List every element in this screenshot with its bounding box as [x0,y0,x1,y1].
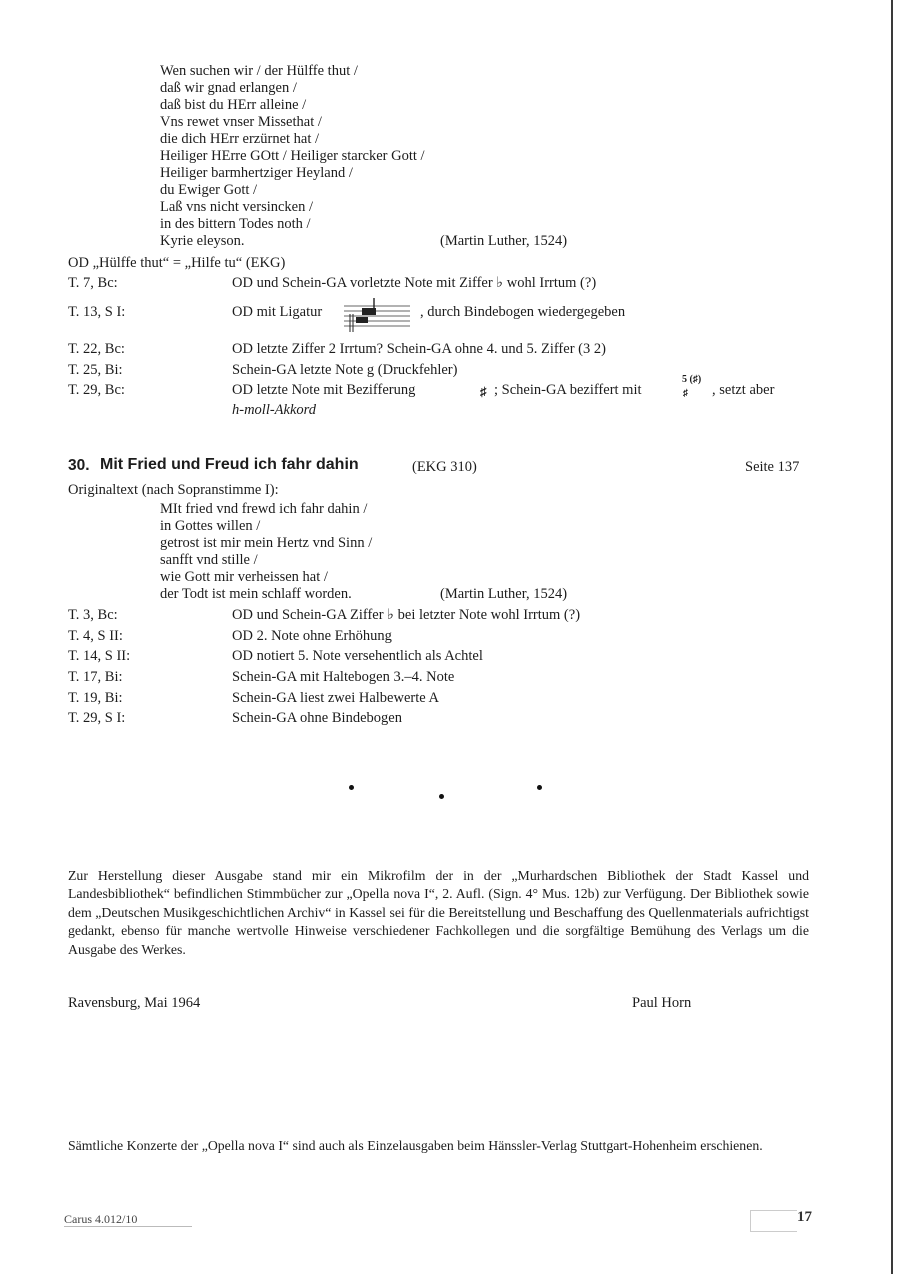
note-text: OD 2. Note ohne Erhöhung [232,628,392,644]
author-name: Paul Horn [632,995,692,1011]
footer-rule [64,1226,192,1227]
note-text: OD und Schein-GA Ziffer ♭ bei letzter Note wohl Irrtum (?) [232,607,581,623]
sharp-figure: ♯ [480,384,487,399]
note-label: T. 29, Bc: [68,382,125,398]
note-text: h-moll-Akkord [232,402,317,418]
note-text: Schein-GA mit Haltebogen 3.–4. Note [232,669,455,685]
poem-1-line: Heiliger barmhertziger Heyland / [160,165,353,181]
ornament-dot [439,794,444,799]
poem-2-line: sanfft vnd stille / [160,552,258,568]
poem-1-line: in des bittern Todes noth / [160,216,311,232]
note-label: T. 22, Bc: [68,341,125,357]
note-label: T. 7, Bc: [68,275,118,291]
poem-1 [160,63,425,250]
poem-1-line: Heiliger HErre GOtt / Heiliger starcker Gott / [160,148,425,164]
ornament-dot [537,785,542,790]
note-label: T. 4, S II: [68,628,123,644]
poem-1-line: du Ewiger Gott / [160,182,258,198]
note-label: T. 13, S I: [68,304,126,320]
note-text: , setzt aber [712,382,775,398]
note-label: T. 29, S I: [68,710,126,726]
place-date: Ravensburg, Mai 1964 [68,995,201,1011]
catalog-number: Carus 4.012/10 [64,1212,138,1226]
poem-1-line: daß wir gnad erlangen / [160,80,297,96]
note-label: T. 14, S II: [68,648,131,664]
note-text: OD mit Ligatur [232,304,323,320]
od-note: OD „Hülffe thut“ = „Hilfe tu“ (EKG) [68,255,286,271]
page-number: 17 [797,1209,812,1225]
note-text: OD notiert 5. Note versehentlich als Achtel [232,648,483,664]
section-ekg: (EKG 310) [412,459,477,475]
note-label: T. 17, Bi: [68,669,123,685]
note-label: T. 3, Bc: [68,607,118,623]
section-page-ref: Seite 137 [745,459,800,475]
poem-1-line: Vns rewet vnser Missethat / [160,114,322,130]
note-text: OD letzte Ziffer 2 Irrtum? Schein-GA ohne 4. und 5. Ziffer (3 2) [232,341,606,357]
note-text: Schein-GA letzte Note g (Druckfehler) [232,362,458,378]
acknowledgement-paragraph: Zur Herstellung dieser Ausgabe stand mir ein Mikrofilm der in der „Murhardschen Bibliothek der Stadt Kassel und Landesbibliothek“ befindlichen Stimmbücher zur „Opella nova I“, 2. Aufl. (Sign. 4° Mus. 12b) zur Verfügung. Der Bibliothek sowie dem „Deutschen Musikgeschichtlichen Archiv“ in Kassel sei für die Bereitstellung und Beschaffung des Quellenmaterials aufrichtigst gedankt, ebenso für manche wertvolle Hinweise verschiedener Fachkollegen und die sorgfältige Bemühung des Verlags um die Ausgabe des Werkes. [68,868,809,957]
poem-1-line: Laß vns nicht versincken / [160,199,314,215]
poem-2 [160,501,372,603]
poem-1-line: Kyrie eleyson. [160,233,245,249]
poem-2-attribution: (Martin Luther, 1524) [440,586,568,602]
ornament-dot [349,785,354,790]
figure-bottom: ♯ [683,388,688,399]
original-text-label: Originaltext (nach Sopranstimme I): [68,482,279,498]
closing-note: Sämtliche Konzerte der „Opella nova I“ sind auch als Einzelausgaben beim Hänssler-Verlag Stuttgart-Hohenheim erschienen. [68,1138,763,1153]
note-text: ; Schein-GA beziffert mit [494,382,642,398]
section-number: 30. [68,457,90,474]
note-text: Schein-GA ohne Bindebogen [232,710,402,726]
poem-2-line: der Todt ist mein schlaff worden. [160,586,352,602]
page-number-box [750,1210,797,1232]
note-text: OD letzte Note mit Bezifferung [232,382,416,398]
note-text: Schein-GA liest zwei Halbewerte A [232,690,439,706]
figure-top: 5 (♯) [682,374,702,385]
note-text: , durch Bindebogen wiedergegeben [420,304,626,320]
poem-1-line: die dich HErr erzürnet hat / [160,131,320,147]
page-edge-rule [891,0,893,1274]
poem-1-line: daß bist du HErr alleine / [160,97,307,113]
note-label: T. 25, Bi: [68,362,123,378]
poem-1-line: Wen suchen wir / der Hülffe thut / [160,63,358,79]
poem-2-line: MIt fried vnd frewd ich fahr dahin / [160,501,368,517]
poem-2-line: wie Gott mir verheissen hat / [160,569,328,585]
poem-1-attribution: (Martin Luther, 1524) [440,233,568,249]
note-text: OD und Schein-GA vorletzte Note mit Ziffer ♭ wohl Irrtum (?) [232,275,597,291]
note-label: T. 19, Bi: [68,690,123,706]
poem-2-line: in Gottes willen / [160,518,261,534]
section-title: Mit Fried und Freud ich fahr dahin [100,456,359,473]
ligature-notation-icon [344,298,412,332]
poem-2-line: getrost ist mir mein Hertz vnd Sinn / [160,535,373,551]
